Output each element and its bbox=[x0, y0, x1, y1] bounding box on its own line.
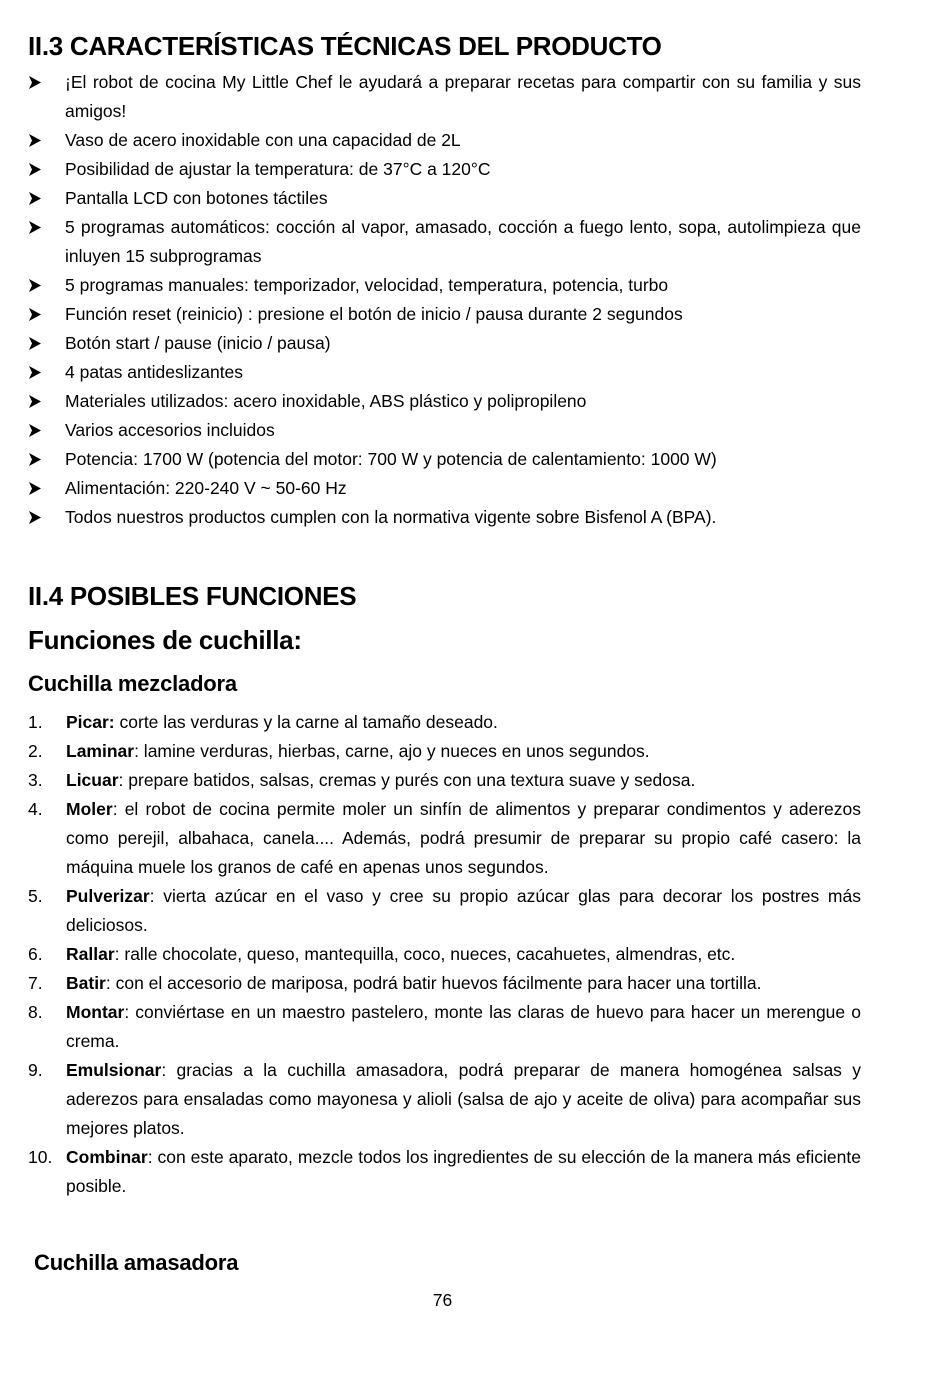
arrowhead-bullet-icon bbox=[28, 503, 42, 532]
function-description: : con este aparato, mezcle todos los ingredientes de su elección de la manera más eficiente posible. bbox=[66, 1147, 861, 1196]
caracteristica-item bbox=[28, 300, 861, 329]
arrowhead-bullet-icon bbox=[28, 300, 42, 329]
caracteristica-text: Materiales utilizados: acero inoxidable, ABS plástico y polipropileno bbox=[65, 391, 587, 411]
heading-cuchilla-amasadora: Cuchilla amasadora bbox=[34, 1250, 239, 1275]
function-term: Batir bbox=[66, 973, 106, 993]
function-term: Emulsionar bbox=[66, 1060, 162, 1080]
caracteristica-item bbox=[28, 271, 861, 300]
spacer bbox=[28, 532, 861, 574]
section-title-caracteristicas: II.3 CARACTERÍSTICAS TÉCNICAS DEL PRODUCTO bbox=[28, 31, 662, 61]
subtitle-funciones-cuchilla: Funciones de cuchilla: bbox=[28, 625, 302, 655]
caracteristica-item bbox=[28, 503, 861, 532]
arrowhead-bullet-icon bbox=[28, 68, 42, 97]
caracteristica-text: Alimentación: 220-240 V ~ 50-60 Hz bbox=[65, 478, 347, 498]
caracteristica-item bbox=[28, 68, 861, 126]
function-item bbox=[28, 1056, 861, 1143]
caracteristica-item bbox=[28, 213, 861, 271]
function-description: : prepare batidos, salsas, cremas y purés con una textura suave y sedosa. bbox=[118, 770, 696, 790]
caracteristica-text: ¡El robot de cocina My Little Chef le ayudará a preparar recetas para compartir con su familia y sus amigos! bbox=[65, 72, 861, 121]
function-term: Laminar bbox=[66, 741, 135, 761]
arrowhead-bullet-icon bbox=[28, 213, 42, 242]
function-item bbox=[28, 969, 861, 998]
function-term: Rallar bbox=[66, 944, 115, 964]
caracteristica-text: 4 patas antideslizantes bbox=[65, 362, 244, 382]
function-term: Picar: bbox=[66, 712, 115, 732]
caracteristica-item bbox=[28, 416, 861, 445]
caracteristica-item bbox=[28, 184, 861, 213]
heading-cuchilla-mezcladora: Cuchilla mezcladora bbox=[28, 671, 237, 696]
arrowhead-bullet-icon bbox=[28, 271, 42, 300]
function-description: : el robot de cocina permite moler un sinfín de alimentos y preparar condimentos y aderezos como perejil, albahaca, canela.... Además, podrá presumir de preparar su propio café casero: la máquina muele los granos de café en apenas unos segundos. bbox=[66, 799, 861, 877]
function-item bbox=[28, 766, 861, 795]
function-item bbox=[28, 940, 861, 969]
caracteristica-text: 5 programas automáticos: cocción al vapor, amasado, cocción a fuego lento, sopa, autolimpieza que inluyen 15 subprogramas bbox=[65, 217, 861, 266]
function-description: : lamine verduras, hierbas, carne, ajo y nueces en unos segundos. bbox=[134, 741, 650, 761]
arrowhead-bullet-icon bbox=[28, 155, 42, 184]
function-term: Licuar bbox=[66, 770, 119, 790]
caracteristica-text: Pantalla LCD con botones táctiles bbox=[65, 188, 328, 208]
function-description: : vierta azúcar en el vaso y cree su propio azúcar glas para decorar los postres más deliciosos. bbox=[66, 886, 861, 935]
arrowhead-bullet-icon bbox=[28, 126, 42, 155]
arrowhead-bullet-icon bbox=[28, 387, 42, 416]
function-number: 10. bbox=[28, 1147, 53, 1167]
caracteristica-item bbox=[28, 358, 861, 387]
function-item bbox=[28, 1143, 861, 1201]
mezcladora-functions-list bbox=[28, 708, 861, 1201]
arrowhead-bullet-icon bbox=[28, 474, 42, 503]
caracteristica-item bbox=[28, 445, 861, 474]
arrowhead-bullet-icon bbox=[28, 445, 42, 474]
function-description: : conviértase en un maestro pastelero, monte las claras de huevo para hacer un merengue o crema. bbox=[66, 1002, 861, 1051]
function-description: : ralle chocolate, queso, mantequilla, coco, nueces, cacahuetes, almendras, etc. bbox=[114, 944, 736, 964]
function-item bbox=[28, 737, 861, 766]
function-number: 4. bbox=[28, 799, 43, 819]
caracteristica-text: Vaso de acero inoxidable con una capacidad de 2L bbox=[65, 130, 461, 150]
function-number: 6. bbox=[28, 944, 43, 964]
caracteristica-item bbox=[28, 126, 861, 155]
function-term: Combinar bbox=[66, 1147, 148, 1167]
function-term: Montar bbox=[66, 1002, 125, 1022]
caracteristica-item bbox=[28, 387, 861, 416]
arrowhead-bullet-icon bbox=[28, 416, 42, 445]
caracteristica-item bbox=[28, 474, 861, 503]
caracteristica-text: Botón start / pause (inicio / pausa) bbox=[65, 333, 331, 353]
arrowhead-bullet-icon bbox=[28, 329, 42, 358]
caracteristica-item bbox=[28, 155, 861, 184]
caracteristica-text: Posibilidad de ajustar la temperatura: de 37°C a 120°C bbox=[65, 159, 491, 179]
arrowhead-bullet-icon bbox=[28, 184, 42, 213]
function-item bbox=[28, 708, 861, 737]
caracteristica-text: 5 programas manuales: temporizador, velocidad, temperatura, potencia, turbo bbox=[65, 275, 669, 295]
page-number: 76 bbox=[432, 1290, 453, 1310]
function-description: corte las verduras y la carne al tamaño deseado. bbox=[114, 712, 498, 732]
function-number: 7. bbox=[28, 973, 43, 993]
function-description: : gracias a la cuchilla amasadora, podrá preparar de manera homogénea salsas y aderezos para ensaladas como mayonesa y alioli (salsa de ajo y aceite de oliva) para acompañar sus mejores platos. bbox=[66, 1060, 861, 1138]
spacer bbox=[28, 1201, 861, 1241]
function-number: 2. bbox=[28, 741, 43, 761]
function-number: 1. bbox=[28, 712, 43, 732]
arrowhead-bullet-icon bbox=[28, 358, 42, 387]
caracteristica-text: Función reset (reinicio) : presione el botón de inicio / pausa durante 2 segundos bbox=[65, 304, 683, 324]
function-item bbox=[28, 998, 861, 1056]
function-term: Moler bbox=[66, 799, 113, 819]
function-number: 5. bbox=[28, 886, 43, 906]
section-title-funciones: II.4 POSIBLES FUNCIONES bbox=[28, 581, 357, 611]
function-number: 9. bbox=[28, 1060, 43, 1080]
function-number: 3. bbox=[28, 770, 43, 790]
function-term: Pulverizar bbox=[66, 886, 150, 906]
function-item bbox=[28, 882, 861, 940]
caracteristicas-list bbox=[28, 68, 861, 532]
caracteristica-text: Potencia: 1700 W (potencia del motor: 700 W y potencia de calentamiento: 1000 W) bbox=[65, 449, 717, 469]
function-item bbox=[28, 795, 861, 882]
document-page bbox=[28, 24, 861, 1285]
function-number: 8. bbox=[28, 1002, 43, 1022]
caracteristica-item bbox=[28, 329, 861, 358]
caracteristica-text: Varios accesorios incluidos bbox=[65, 420, 275, 440]
caracteristica-text: Todos nuestros productos cumplen con la normativa vigente sobre Bisfenol A (BPA). bbox=[65, 507, 717, 527]
function-description: : con el accesorio de mariposa, podrá batir huevos fácilmente para hacer una tortilla. bbox=[105, 973, 762, 993]
